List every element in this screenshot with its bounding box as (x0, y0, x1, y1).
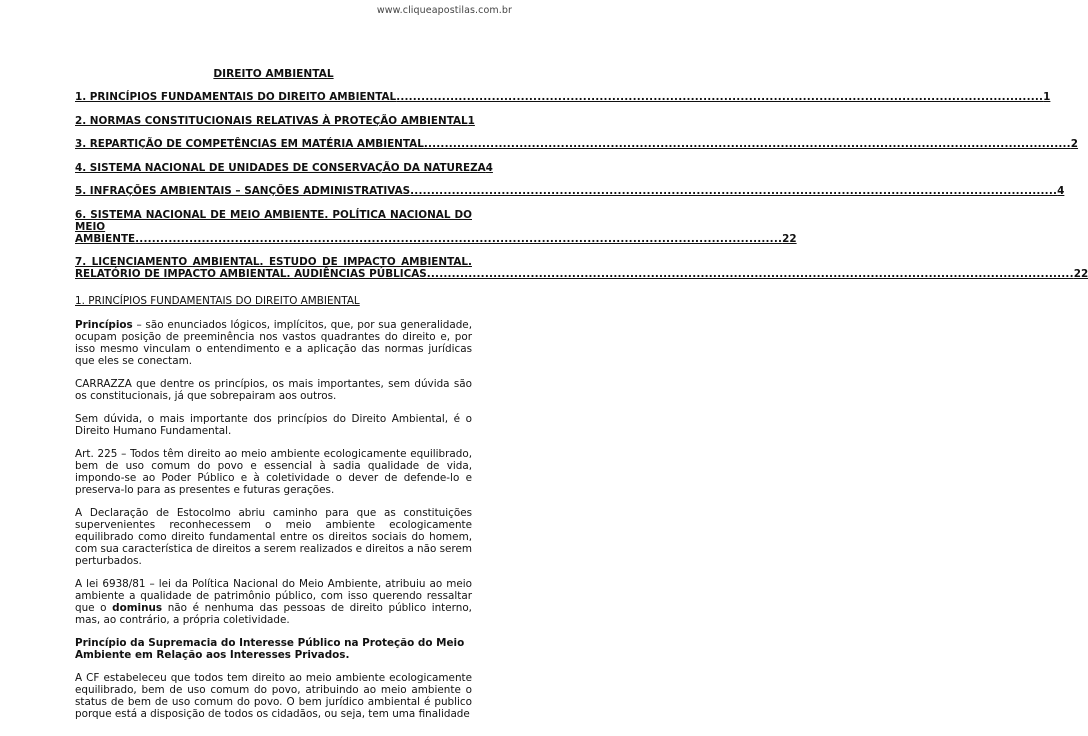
toc-item-3[interactable] (75, 138, 1079, 150)
toc-label: RELATÓRIO DE IMPACTO AMBIENTAL. AUDIÊNCIAS PÚBLICAS (75, 268, 427, 280)
toc-item-2[interactable] (75, 114, 475, 127)
paragraph-direito-humano: Sem dúvida, o mais importante dos princípios do Direito Ambiental, é o Direito Humano Fundamental. (75, 413, 472, 437)
toc-label: 2. NORMAS CONSTITUCIONAIS RELATIVAS À PROTEÇÃO AMBIENTAL (75, 114, 468, 127)
toc-label: 5. INFRAÇÕES AMBIENTAIS – SANÇÕES ADMINISTRATIVAS (75, 185, 411, 197)
toc-item-4[interactable] (75, 161, 493, 174)
doc-title: DIREITO AMBIENTAL (213, 68, 334, 80)
toc-item-7[interactable] (75, 256, 1088, 280)
toc-label: 4. SISTEMA NACIONAL DE UNIDADES DE CONSERVAÇÃO DA NATUREZA (75, 161, 486, 174)
toc-item-5[interactable] (75, 185, 1065, 197)
section-heading: 1. PRINCÍPIOS FUNDAMENTAIS DO DIREITO AMBIENTAL (75, 295, 360, 307)
paragraph-principios: Princípios – são enunciados lógicos, implícitos, que, por sua generalidade, ocupam posição de preeminência nos vastos quadrantes do direito e, por isso mesmo vinculam o entendimento e a aplicação das normas jurídicas que eles se conectam. (75, 319, 472, 367)
subheading-supremacia: Princípio da Supremacia do Interesse Público na Proteção do Meio Ambiente em Relação aos Interesses Privados. (75, 637, 465, 661)
site-url[interactable]: www.cliqueapostilas.com.br (376, 5, 512, 16)
toc-line: 6. SISTEMA NACIONAL DE MEIO AMBIENTE. POLÍTICA NACIONAL DO MEIO (75, 208, 472, 233)
toc-page: 2 (1070, 138, 1079, 150)
paragraph-carrazza: CARRAZZA que dentre os princípios, os mais importantes, sem dúvida são os constitucionais, já que sobrepairam aos outros. (75, 378, 472, 402)
term-bold: dominus (112, 602, 163, 614)
toc-page: 4 (1057, 185, 1065, 197)
toc-item-1[interactable] (75, 91, 1051, 103)
toc-page: 22 (782, 232, 797, 245)
toc-item-6[interactable] (75, 208, 797, 245)
term-bold: Princípios (75, 319, 133, 331)
paragraph-estocolmo: A Declaração de Estocolmo abriu caminho para que as constituições supervenientes reconhecessem o meio ambiente ecologicamente equilibrado como direito fundamental entre os direitos sociais do homem, com sua característica de direitos a serem realizados e direitos a não serem perturbados. (75, 507, 472, 567)
toc-label: AMBIENTE (75, 232, 136, 245)
paragraph-cf: A CF estabeleceu que todos tem direito ao meio ambiente ecologicamente equilibrado, bem de uso comum do povo, atribuindo ao meio ambiente o status de bem de uso comum do povo. O bem jurídico ambiental é publico porque está a disposição de todos os cidadãos, ou seja, tem uma finalidade (75, 672, 472, 720)
toc-label: 1. PRINCÍPIOS FUNDAMENTAIS DO DIREITO AMBIENTAL (75, 91, 397, 103)
paragraph-lei-6938: A lei 6938/81 – lei da Política Nacional do Meio Ambiente, atribuiu ao meio ambiente a qualidade de patrimônio público, com isso querendo ressaltar que o dominus não é nenhuma das pessoas de direito público interno, mas, ao contrário, a própria coletividade. (75, 578, 472, 626)
toc-page: 1 (467, 114, 475, 127)
toc-page: 1 (1043, 91, 1051, 103)
toc-page: 4 (485, 161, 493, 174)
toc-label: 3. REPARTIÇÃO DE COMPETÊNCIAS EM MATÉRIA AMBIENTAL (75, 138, 424, 150)
paragraph-art-225: Art. 225 – Todos têm direito ao meio ambiente ecologicamente equilibrado, bem de uso comum do povo e essencial à sadia qualidade de vida, impondo-se ao Poder Público e à coletividade o dever de defende-lo e preserva-lo para as presentes e futuras gerações. (75, 448, 472, 496)
toc-page: 22 (1073, 268, 1088, 280)
document-page (75, 68, 1088, 731)
toc-line: 7. LICENCIAMENTO AMBIENTAL. ESTUDO DE IMPACTO AMBIENTAL. (75, 256, 472, 268)
